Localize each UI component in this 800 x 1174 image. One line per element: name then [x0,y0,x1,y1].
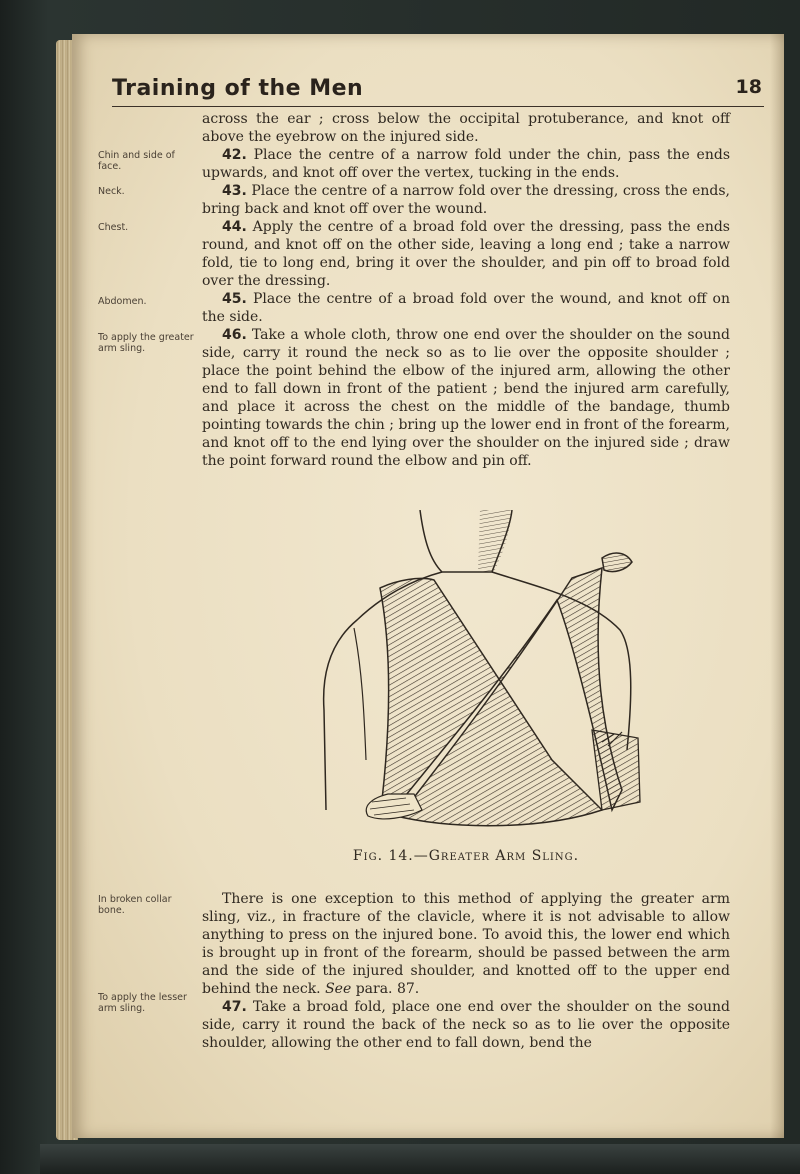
arm-outline [354,628,366,760]
running-head-title: Training of the Men [112,76,364,101]
sling-cloth [380,568,622,826]
greater-arm-sling-illustration [302,510,642,830]
sidenote-chin: Chin and side of face. [98,150,175,172]
paragraph-45: 45. Place the centre of a broad fold over the wound, and knot off on the side. [202,291,730,325]
paragraph-47: 47. Take a broad fold, place one end over the shoulder on the sound side, carry it round the back of the neck so as to lie over the opposite shoulder, allowing the other end to fall down, bend the [202,999,730,1051]
paragraph-44: 44. Apply the centre of a broad fold over the dressing, pass the ends round, and knot off on the other side, leaving a long end ; take a narrow fold, tie to long end, bring it over the shoulder, and pin off to broad fold over the dressing. [202,219,730,289]
sling-knot [602,553,632,572]
neck-shading [478,510,512,572]
cover-bottom-edge [40,1144,800,1174]
book-page [72,34,784,1138]
paragraph-42: 42. Place the centre of a narrow fold under the chin, pass the ends upwards, and knot off over the vertex, tucking in the ends. [202,147,731,181]
sidenote-greater-sling: To apply the greater arm sling. [98,332,194,354]
sidenote-chest: Chest. [98,222,129,233]
see-reference: See [325,981,352,997]
paragraph-46: 46. Take a whole cloth, throw one end over the shoulder on the sound side, carry it round the neck so as to lie over the opposite shoulder ; place the point behind the elbow of the injured arm, allowing the other end to fall down in front of the patient ; bend the injured arm carefully, and place it across the chest on the middle of the bandage, thumb pointing towards the chin ; bring up the lower end in front of the forearm, and knot off to the end lying over the shoulder on the injured side ; draw the point forward round the elbow and pin off. [202,327,730,469]
paragraph-41-cont: across the ear ; cross below the occipital protuberance, and knot off above the eyebrow on the injured side. [202,111,730,145]
sidenote-collar-bone: In broken collar bone. [98,894,172,916]
figure-caption: Fig. 14.—Greater Arm Sling. [352,848,580,864]
page-edge-shadow [770,34,784,1138]
page-number: 18 [735,76,762,98]
sidenote-neck: Neck. [98,186,125,197]
body-text-bottom [202,890,730,1052]
paragraph-43: 43. Place the centre of a narrow fold over the dressing, cross the ends, bring back and knot off over the wound. [202,183,731,217]
body-text-top [202,110,730,470]
sidenote-lesser-sling: To apply the lesser arm sling. [98,992,187,1014]
sidenote-abdomen: Abdomen. [98,296,147,307]
running-head [112,76,764,107]
elbow-fold [592,730,640,810]
paragraph-exception: There is one exception to this method of applying the greater arm sling, viz., in fracture of the clavicle, where it is not advisable to allow anything to press on the injured bone. To avoid this, the lower end which is brought up in front of the forearm, should be passed between the arm and the side of the injured shoulder, and knotted off to the upper end behind the neck. See para. 87. [202,891,730,997]
